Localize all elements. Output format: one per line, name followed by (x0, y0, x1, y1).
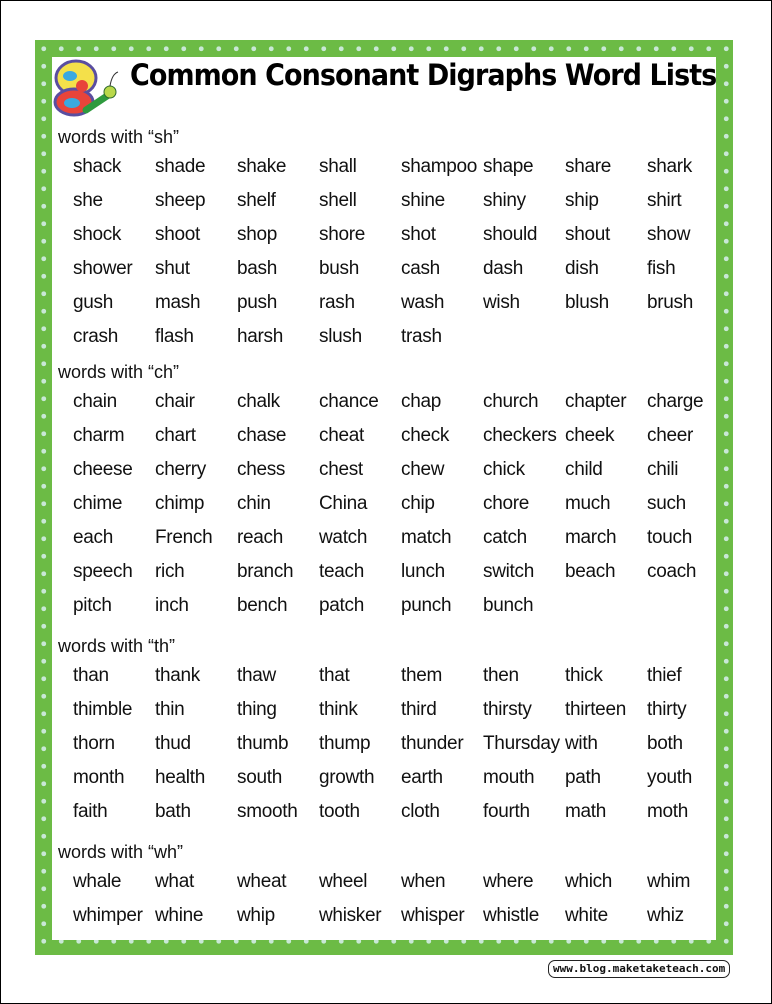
word-item: French (155, 527, 213, 548)
website-footer: www.blog.maketaketeach.com (548, 960, 730, 978)
word-item: chap (401, 391, 442, 412)
word-item: beach (565, 561, 616, 582)
word-item: cheese (73, 459, 133, 480)
word-item: thaw (237, 665, 276, 686)
section-heading: words with “wh” (58, 842, 184, 862)
word-item: shade (155, 156, 206, 177)
word-item: dash (483, 258, 524, 279)
word-item: chore (483, 493, 530, 514)
word-item: speech (73, 561, 133, 582)
word-item: whistle (483, 905, 539, 926)
word-item: chart (155, 425, 196, 446)
word-item: cash (401, 258, 440, 279)
word-item: rash (319, 292, 355, 313)
word-item: shut (155, 258, 190, 279)
word-item: chin (237, 493, 271, 514)
word-item: whale (73, 871, 122, 892)
word-item: tooth (319, 801, 360, 822)
word-item: faith (73, 801, 108, 822)
word-item: ship (565, 190, 599, 211)
word-item: shelf (237, 190, 276, 211)
word-item: much (565, 493, 611, 514)
word-item: blush (565, 292, 609, 313)
word-item: gush (73, 292, 114, 313)
word-item: wash (401, 292, 445, 313)
word-item: thief (647, 665, 682, 686)
word-item: chair (155, 391, 195, 412)
word-item: catch (483, 527, 527, 548)
word-item: flash (155, 326, 194, 347)
section-th (58, 633, 729, 829)
word-item: sheep (155, 190, 206, 211)
word-item: switch (483, 561, 534, 582)
word-item: patch (319, 595, 364, 616)
word-item: shake (237, 156, 287, 177)
word-item: that (319, 665, 350, 686)
word-item: whine (155, 905, 204, 926)
word-item: brush (647, 292, 694, 313)
word-item: thirty (647, 699, 687, 720)
word-item: whip (237, 905, 275, 926)
word-item: push (237, 292, 278, 313)
word-item: church (483, 391, 539, 412)
word-item: chick (483, 459, 525, 480)
section-ch (58, 359, 729, 623)
word-item: shirt (647, 190, 682, 211)
word-item: fish (647, 258, 676, 279)
word-item: inch (155, 595, 189, 616)
word-grid (73, 659, 729, 829)
word-item: thin (155, 699, 185, 720)
word-item: white (565, 905, 608, 926)
word-item: pitch (73, 595, 112, 616)
word-item: thunder (401, 733, 464, 754)
word-item: chess (237, 459, 286, 480)
word-item: touch (647, 527, 692, 548)
word-item: each (73, 527, 114, 548)
section-heading: words with “ch” (58, 362, 180, 382)
word-item: should (483, 224, 538, 245)
word-item: moth (647, 801, 689, 822)
word-item: wish (483, 292, 520, 313)
word-item: thump (319, 733, 371, 754)
word-item: cheat (319, 425, 364, 446)
word-item: trash (401, 326, 442, 347)
word-item: chest (319, 459, 363, 480)
word-item: thimble (73, 699, 133, 720)
word-item: chip (401, 493, 435, 514)
word-item: whisker (319, 905, 382, 926)
word-item: bash (237, 258, 278, 279)
word-item: bench (237, 595, 288, 616)
word-item: whisper (401, 905, 465, 926)
word-item: chili (647, 459, 679, 480)
word-item: thirsty (483, 699, 532, 720)
word-item: shape (483, 156, 534, 177)
word-item: cherry (155, 459, 206, 480)
section-heading: words with “sh” (58, 127, 180, 147)
word-item: shop (237, 224, 278, 245)
word-item: youth (647, 767, 692, 788)
word-item: thick (565, 665, 603, 686)
word-item: such (647, 493, 686, 514)
word-item: both (647, 733, 683, 754)
word-item: chalk (237, 391, 280, 412)
word-item: chapter (565, 391, 627, 412)
word-item: bunch (483, 595, 534, 616)
word-item: fourth (483, 801, 530, 822)
page-title: Common Consonant Digraphs Word Lists (130, 58, 717, 92)
word-item: cloth (401, 801, 440, 822)
word-item: shower (73, 258, 133, 279)
word-item: share (565, 156, 612, 177)
word-item: what (155, 871, 194, 892)
word-item: health (155, 767, 205, 788)
word-item: branch (237, 561, 294, 582)
section-heading: words with “th” (58, 636, 176, 656)
word-item: shout (565, 224, 610, 245)
word-item: she (73, 190, 103, 211)
word-item: thud (155, 733, 191, 754)
word-item: shock (73, 224, 122, 245)
word-item: growth (319, 767, 375, 788)
word-item: earth (401, 767, 443, 788)
word-item: harsh (237, 326, 284, 347)
word-item: match (401, 527, 452, 548)
word-grid (73, 865, 729, 933)
butterfly-icon (52, 58, 122, 120)
word-item: dish (565, 258, 599, 279)
word-item: mash (155, 292, 201, 313)
word-item: thumb (237, 733, 289, 754)
word-item: with (565, 733, 598, 754)
word-item: charge (647, 391, 704, 412)
word-item: charm (73, 425, 125, 446)
word-item: slush (319, 326, 362, 347)
word-item: cheer (647, 425, 694, 446)
word-item: chase (237, 425, 287, 446)
word-item: check (401, 425, 450, 446)
word-item: month (73, 767, 125, 788)
word-item: coach (647, 561, 697, 582)
word-item: chain (73, 391, 117, 412)
word-item: whimper (73, 905, 143, 926)
word-item: chew (401, 459, 445, 480)
word-item: shack (73, 156, 122, 177)
word-item: when (401, 871, 446, 892)
word-item: wheat (237, 871, 287, 892)
word-item: shoot (155, 224, 200, 245)
word-item: march (565, 527, 617, 548)
word-item: lunch (401, 561, 445, 582)
word-item: show (647, 224, 691, 245)
word-item: bath (155, 801, 191, 822)
word-item: them (401, 665, 443, 686)
word-item: shiny (483, 190, 526, 211)
word-item: math (565, 801, 607, 822)
word-item: whim (647, 871, 691, 892)
word-item: shore (319, 224, 366, 245)
word-item: path (565, 767, 601, 788)
word-item: chance (319, 391, 379, 412)
word-item: crash (73, 326, 118, 347)
word-item: teach (319, 561, 364, 582)
word-item: thing (237, 699, 277, 720)
section-wh (58, 839, 729, 933)
word-item: than (73, 665, 109, 686)
word-item: then (483, 665, 519, 686)
word-item: chimp (155, 493, 205, 514)
word-item: child (565, 459, 603, 480)
word-item: thirteen (565, 699, 626, 720)
section-sh (58, 124, 729, 354)
word-item: whiz (647, 905, 684, 926)
word-grid (73, 385, 729, 623)
word-item: thank (155, 665, 200, 686)
word-item: mouth (483, 767, 535, 788)
word-item: rich (155, 561, 185, 582)
word-item: where (483, 871, 534, 892)
word-item: south (237, 767, 282, 788)
word-item: China (319, 493, 368, 514)
word-item: think (319, 699, 358, 720)
word-item: checkers (483, 425, 557, 446)
word-item: bush (319, 258, 360, 279)
word-item: thorn (73, 733, 115, 754)
word-item: shall (319, 156, 357, 177)
word-item: Thursday (483, 733, 560, 754)
word-item: shot (401, 224, 436, 245)
word-item: shampoo (401, 156, 478, 177)
word-item: shark (647, 156, 692, 177)
word-item: cheek (565, 425, 615, 446)
word-item: watch (319, 527, 368, 548)
word-item: wheel (319, 871, 368, 892)
word-item: which (565, 871, 613, 892)
word-item: third (401, 699, 437, 720)
word-item: shell (319, 190, 357, 211)
word-item: punch (401, 595, 452, 616)
word-item: reach (237, 527, 284, 548)
word-item: smooth (237, 801, 298, 822)
word-item: chime (73, 493, 123, 514)
word-item: shine (401, 190, 445, 211)
word-grid (73, 150, 729, 354)
